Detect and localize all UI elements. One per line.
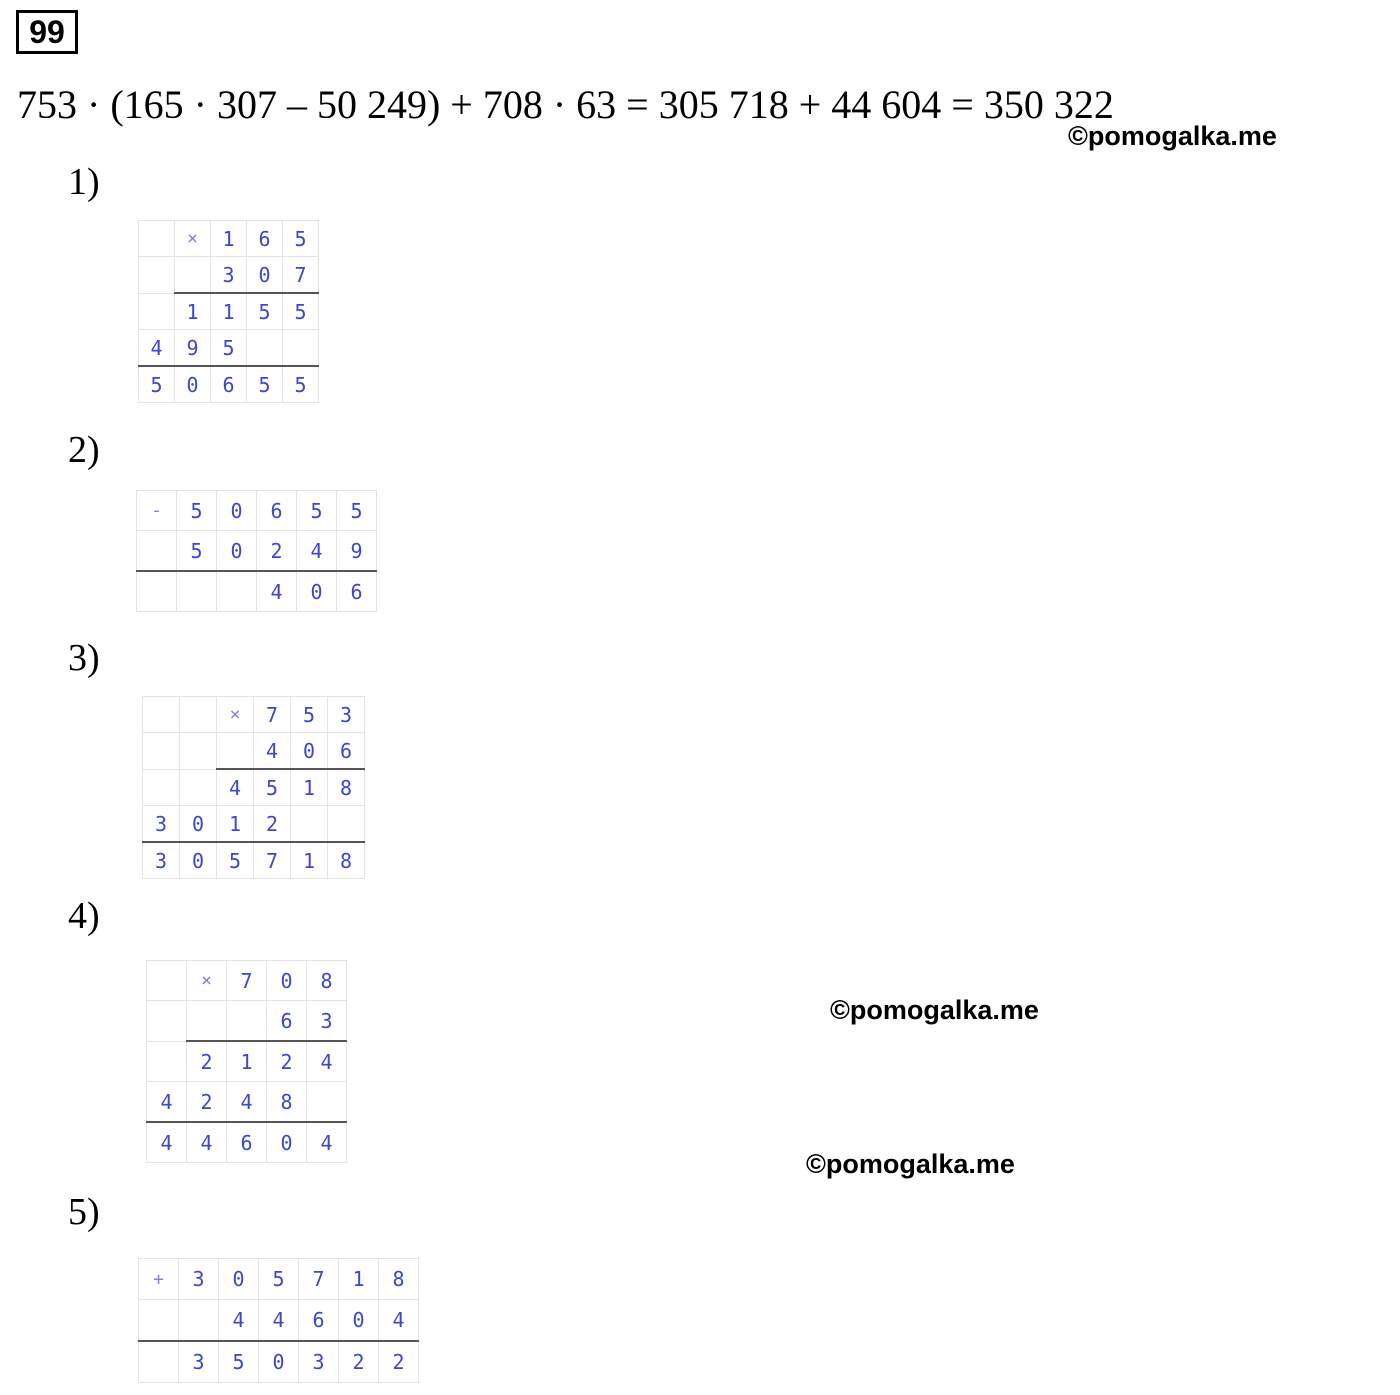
- grid-cell: 6: [227, 1122, 267, 1163]
- grid-cell: 0: [175, 366, 211, 403]
- grid-cell: -: [137, 491, 177, 531]
- grid-cell: [187, 1001, 227, 1042]
- grid-cell: [307, 1082, 347, 1123]
- step-1-label: 1): [68, 161, 100, 203]
- grid-cell: [143, 697, 180, 733]
- grid-cell: 5: [254, 769, 291, 806]
- grid-row: [143, 697, 365, 733]
- grid-cell: 1: [211, 293, 247, 330]
- grid-cell: [291, 806, 328, 843]
- grid-cell: 4: [379, 1300, 419, 1342]
- grid-cell: 5: [291, 697, 328, 733]
- grid-cell: 1: [291, 769, 328, 806]
- grid-cell: 4: [227, 1082, 267, 1123]
- problem-number: 99: [16, 10, 78, 54]
- grid-cell: 3: [307, 1001, 347, 1042]
- grid-cell: 5: [177, 531, 217, 572]
- grid-cell: [180, 733, 217, 770]
- grid-cell: 2: [187, 1082, 227, 1123]
- grid-cell: 0: [217, 531, 257, 572]
- grid-cell: 5: [259, 1259, 299, 1300]
- grid-cell: 8: [307, 961, 347, 1001]
- grid-cell: 6: [247, 221, 283, 257]
- grid-row: [147, 1041, 347, 1082]
- grid-cell: 7: [283, 257, 319, 294]
- grid-cell: 2: [339, 1341, 379, 1383]
- grid-cell: 4: [307, 1041, 347, 1082]
- grid-cell: ×: [175, 221, 211, 257]
- grid-cell: [283, 330, 319, 367]
- grid-cell: 1: [291, 842, 328, 879]
- grid-cell: 1: [211, 221, 247, 257]
- grid-cell: [139, 257, 175, 294]
- grid-cell: 3: [143, 806, 180, 843]
- main-equation: 753 · (165 · 307 – 50 249) + 708 · 63 = 305 718 + 44 604 = 350 322: [17, 82, 1114, 127]
- grid-cell: 2: [254, 806, 291, 843]
- grid-row: [143, 842, 365, 879]
- grid-cell: 0: [267, 961, 307, 1001]
- grid-cell: 5: [247, 293, 283, 330]
- grid-cell: 4: [147, 1122, 187, 1163]
- grid-cell: 8: [328, 769, 365, 806]
- grid-cell: 0: [180, 806, 217, 843]
- watermark-top: ©pomogalka.me: [1068, 121, 1277, 151]
- grid-cell: [247, 330, 283, 367]
- grid-cell: 8: [379, 1259, 419, 1300]
- grid-cell: 1: [227, 1041, 267, 1082]
- grid-cell: 3: [179, 1341, 219, 1383]
- grid-cell: 1: [217, 806, 254, 843]
- grid-cell: 6: [328, 733, 365, 770]
- step-5-addition-grid: [138, 1258, 419, 1383]
- step-1-multiplication-grid: [138, 220, 319, 403]
- step-5-label: 5): [68, 1191, 100, 1233]
- grid-row: [139, 293, 319, 330]
- grid-cell: [175, 257, 211, 294]
- grid-row: [137, 571, 377, 612]
- grid-cell: 4: [254, 733, 291, 770]
- grid-cell: 9: [337, 531, 377, 572]
- grid-cell: 5: [297, 491, 337, 531]
- grid-cell: 5: [217, 842, 254, 879]
- grid-cell: [147, 1041, 187, 1082]
- grid-cell: [143, 769, 180, 806]
- grid-cell: 8: [328, 842, 365, 879]
- grid-row: [143, 769, 365, 806]
- grid-cell: 5: [211, 330, 247, 367]
- grid-cell: [139, 221, 175, 257]
- grid-cell: 0: [180, 842, 217, 879]
- grid-cell: 8: [267, 1082, 307, 1123]
- grid-cell: 5: [283, 221, 319, 257]
- grid-cell: 4: [297, 531, 337, 572]
- grid-cell: 7: [227, 961, 267, 1001]
- grid-cell: [139, 1341, 179, 1383]
- grid-cell: 4: [139, 330, 175, 367]
- grid-cell: 6: [337, 571, 377, 612]
- grid-cell: 0: [217, 491, 257, 531]
- grid-cell: [147, 1001, 187, 1042]
- grid-cell: 2: [267, 1041, 307, 1082]
- grid-cell: 6: [299, 1300, 339, 1342]
- grid-row: [147, 1082, 347, 1123]
- grid-row: [139, 366, 319, 403]
- grid-cell: 3: [179, 1259, 219, 1300]
- grid-cell: 0: [259, 1341, 299, 1383]
- grid-cell: +: [139, 1259, 179, 1300]
- grid-row: [147, 961, 347, 1001]
- grid-row: [147, 1001, 347, 1042]
- grid-cell: 5: [177, 491, 217, 531]
- grid-cell: 4: [187, 1122, 227, 1163]
- grid-row: [139, 221, 319, 257]
- grid-cell: [217, 733, 254, 770]
- grid-cell: 0: [297, 571, 337, 612]
- grid-row: [139, 1259, 419, 1300]
- step-2-subtraction-grid: [136, 490, 377, 612]
- grid-cell: 0: [339, 1300, 379, 1342]
- grid-cell: 2: [257, 531, 297, 572]
- grid-cell: [143, 733, 180, 770]
- grid-cell: 6: [267, 1001, 307, 1042]
- step-2-label: 2): [68, 429, 100, 471]
- grid-cell: 2: [187, 1041, 227, 1082]
- grid-cell: [217, 571, 257, 612]
- grid-cell: 4: [257, 571, 297, 612]
- grid-cell: [227, 1001, 267, 1042]
- grid-cell: 6: [211, 366, 247, 403]
- grid-row: [139, 257, 319, 294]
- grid-cell: 7: [254, 842, 291, 879]
- grid-cell: 9: [175, 330, 211, 367]
- grid-cell: 4: [307, 1122, 347, 1163]
- grid-cell: [179, 1300, 219, 1342]
- grid-row: [139, 330, 319, 367]
- grid-cell: ×: [187, 961, 227, 1001]
- step-3-multiplication-grid: [142, 696, 365, 879]
- step-3-label: 3): [68, 637, 100, 679]
- grid-row: [137, 491, 377, 531]
- grid-cell: 3: [299, 1341, 339, 1383]
- grid-cell: ×: [217, 697, 254, 733]
- grid-cell: 4: [219, 1300, 259, 1342]
- grid-cell: 1: [339, 1259, 379, 1300]
- grid-cell: [147, 961, 187, 1001]
- watermark-bottom: ©pomogalka.me: [806, 1149, 1015, 1179]
- grid-cell: 5: [283, 293, 319, 330]
- grid-row: [147, 1122, 347, 1163]
- grid-cell: 4: [217, 769, 254, 806]
- grid-cell: 7: [254, 697, 291, 733]
- step-4-label: 4): [68, 895, 100, 937]
- grid-cell: [137, 571, 177, 612]
- grid-cell: 5: [247, 366, 283, 403]
- grid-cell: [180, 769, 217, 806]
- step-4-multiplication-grid: [146, 960, 347, 1163]
- grid-row: [139, 1300, 419, 1342]
- grid-cell: [137, 531, 177, 572]
- grid-cell: [328, 806, 365, 843]
- grid-cell: 5: [283, 366, 319, 403]
- grid-cell: 4: [259, 1300, 299, 1342]
- grid-cell: 0: [291, 733, 328, 770]
- grid-cell: 0: [219, 1259, 259, 1300]
- grid-cell: 3: [328, 697, 365, 733]
- grid-cell: 3: [143, 842, 180, 879]
- grid-cell: 5: [337, 491, 377, 531]
- grid-cell: 6: [257, 491, 297, 531]
- grid-cell: 1: [175, 293, 211, 330]
- grid-cell: 7: [299, 1259, 339, 1300]
- grid-cell: 4: [147, 1082, 187, 1123]
- grid-row: [139, 1341, 419, 1383]
- watermark-middle: ©pomogalka.me: [830, 995, 1039, 1025]
- grid-cell: 3: [211, 257, 247, 294]
- grid-cell: 0: [267, 1122, 307, 1163]
- grid-cell: 5: [219, 1341, 259, 1383]
- grid-row: [137, 531, 377, 572]
- grid-cell: [139, 293, 175, 330]
- grid-cell: 5: [139, 366, 175, 403]
- grid-row: [143, 733, 365, 770]
- grid-cell: 0: [247, 257, 283, 294]
- grid-cell: [139, 1300, 179, 1342]
- grid-cell: [177, 571, 217, 612]
- grid-row: [143, 806, 365, 843]
- grid-cell: 2: [379, 1341, 419, 1383]
- grid-cell: [180, 697, 217, 733]
